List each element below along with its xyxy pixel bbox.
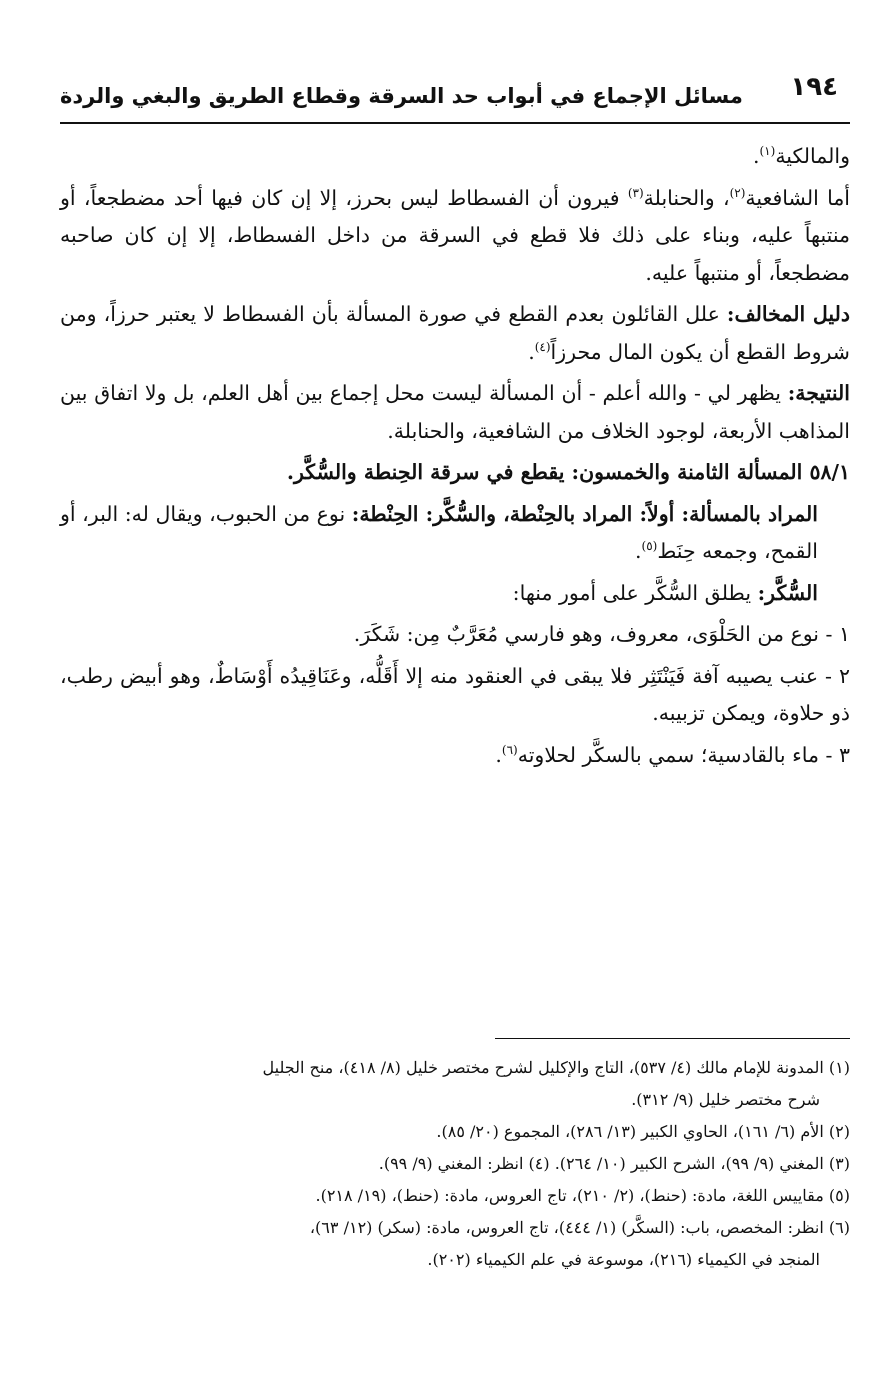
list-item: ٢ - عنب يصيبه آفة فَيَنْتَثِر فلا يبقى في العنقود منه إلا أَقَلُّه، وعَنَاقِيدُه أَوْسَاطٌ، وهو أبيض رطب، ذو حلاوة، ويمكن تزبيبه. — [60, 663, 850, 725]
paragraph-text: والمالكية — [775, 144, 850, 168]
book-page — [60, 60, 850, 1360]
section-label: السُّكَّر: — [757, 580, 818, 605]
header-divider — [60, 122, 850, 124]
footnote-ref: (٣) — [627, 185, 644, 200]
footnote-item — [60, 1052, 850, 1116]
paragraph-malikiyya: والمالكية$^{(١)}$. — [752, 144, 850, 168]
paragraph-dissent-evidence: دليل المخالف: علل القائلون بعدم القطع في صورة المسألة بأن الفسطاط لا يعتبر حرزاً، ومن شروط القطع أن يكون المال محرزاً$^{(٤)}$. — [60, 302, 850, 364]
page-header — [60, 60, 850, 122]
list-item: ٣ - ماء بالقادسية؛ سمي بالسكَّر لحلاوته$^{(٦)}$. — [495, 742, 850, 767]
paragraph-text: علل القائلون بعدم القطع في صورة المسألة بأن الفسطاط لا يعتبر حرزاً، ومن شروط القطع أن يكون المال محرزاً — [60, 302, 850, 364]
footnotes — [60, 1052, 850, 1276]
paragraph-definition-wheat: المراد بالمسألة: أولاً: المراد بالحِنْطة، والسُّكَّر: الحِنْطة: نوع من الحبوب، ويقال له: البر، أو القمح، وجمعه حِنَط$^{(٥)}$. — [60, 501, 818, 563]
footnote-item: (٥) مقاييس اللغة، مادة: (حنط)، (٢/ ٢١٠)، تاج العروس، مادة: (حنط)، (١٩/ ٢١٨). — [315, 1186, 850, 1205]
paragraph-text: فيرون أن الفسطاط ليس بحرز، إلا إن كان فيها أحد مضطجعاً، أو منتبهاً عليه، وبناء على ذلك فلا قطع في السرقة من داخل الفسطاط، إلا إن كان صاحبه مضطجعاً، أو منتبهاً عليه. — [60, 185, 850, 285]
footnote-continuation: المنجد في الكيمياء (٢١٦)، موسوعة في علم الكيمياء (٢٠٢). — [427, 1250, 820, 1269]
paragraph-text: ، والحنابلة — [643, 185, 730, 210]
main-text — [60, 138, 850, 778]
paragraph-text: نوع من الحبوب، ويقال له: البر، أو القمح، وجمعه حِنَط — [60, 501, 818, 563]
paragraph-text: أما الشافعية — [745, 185, 850, 210]
section-title: ٥٨/١ المسألة الثامنة والخمسون: يقطع في سرقة الحِنطة والسُّكَّر. — [286, 460, 850, 484]
list-item: ١ - نوع من الحَلْوَى، معروف، وهو فارسي مُعَرَّبٌ مِن: شَكَرَ. — [353, 622, 850, 646]
footnote-ref: (٥) — [641, 539, 658, 554]
footnote-ref: (٦) — [501, 742, 518, 757]
footnote-ref: (٤) — [534, 339, 551, 354]
running-title: مسائل الإجماع في أبواب حد السرقة وقطاع الطريق والبغي والردة — [60, 84, 743, 108]
footnote-item — [60, 1212, 850, 1276]
footnote-divider — [495, 1038, 850, 1039]
footnote-ref: (١) — [759, 144, 776, 159]
paragraph-shafiiyya — [60, 180, 850, 293]
paragraph-text: ٣ - ماء بالقادسية؛ سمي بالسكَّر لحلاوته — [517, 742, 850, 767]
footnote-continuation: شرح مختصر خليل (٩/ ٣١٢). — [631, 1090, 820, 1109]
paragraph-result — [60, 375, 850, 450]
section-label: المراد بالمسألة: أولاً: المراد بالحِنْطة، والسُّكَّر: الحِنْطة: — [351, 501, 818, 526]
footnote-text: (١) المدونة للإمام مالك (٤/ ٥٣٧)، التاج والإكليل لشرح مختصر خليل (٨/ ٤١٨)، منح الجليل — [262, 1058, 850, 1077]
footnote-text: (٦) انظر: المخصص، باب: (السكَّر) (١/ ٤٤٤)، تاج العروس، مادة: (سكر) (١٢/ ٦٣)، — [309, 1218, 850, 1237]
section-label: النتيجة: — [787, 381, 850, 405]
page-number: ١٩٤ — [790, 72, 838, 102]
paragraph-definition-sugar — [60, 575, 850, 613]
footnote-ref: (٢) — [729, 185, 746, 200]
section-label: دليل المخالف: — [726, 302, 850, 326]
footnote-item: (٣) المغني (٩/ ٩٩)، الشرح الكبير (١٠/ ٢٦٤). (٤) انظر: المغني (٩/ ٩٩). — [378, 1154, 850, 1173]
paragraph-text: يطلق السُّكَّر على أمور منها: — [512, 580, 758, 605]
footnote-item: (٢) الأم (٦/ ١٦١)، الحاوي الكبير (١٣/ ٢٨٦)، المجموع (٢٠/ ٨٥). — [436, 1122, 850, 1141]
paragraph-text: يظهر لي - والله أعلم - أن المسألة ليست محل إجماع بين أهل العلم، بل ولا اتفاق بين المذاهب الأربعة، لوجود الخلاف من الشافعية، والحنابلة. — [60, 381, 850, 443]
